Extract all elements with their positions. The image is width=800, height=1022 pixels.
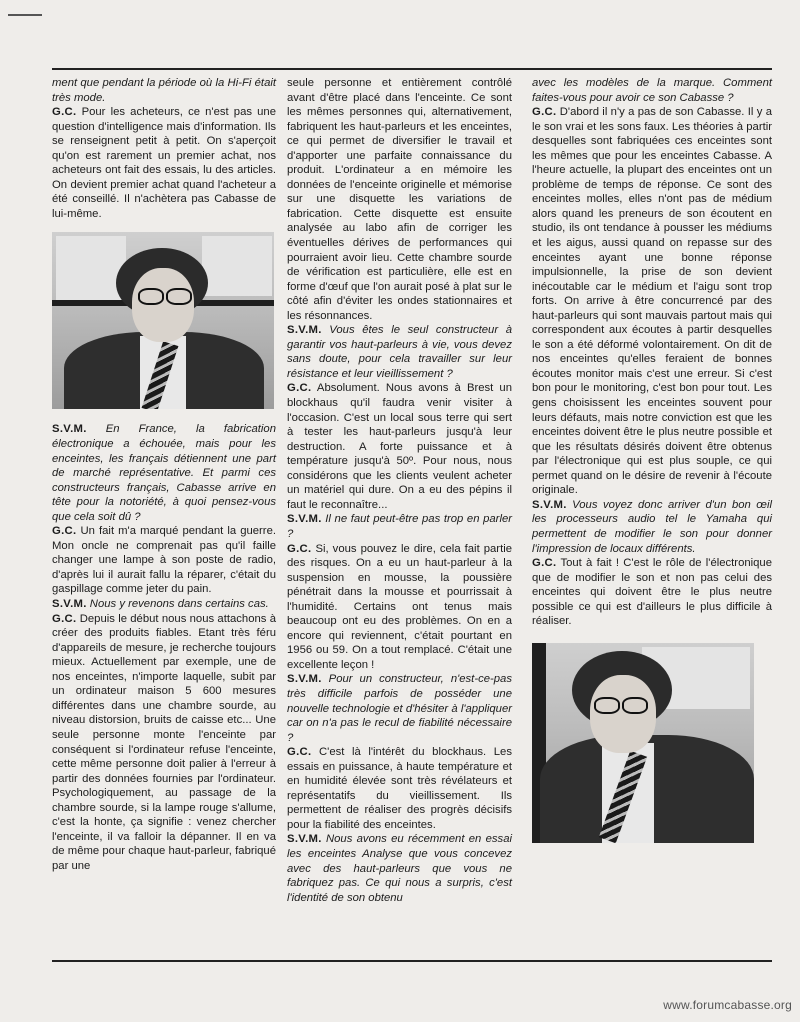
paragraph <box>532 498 772 556</box>
speaker-label: G.C. <box>532 557 557 570</box>
portrait-photo-2 <box>532 643 754 843</box>
paragraph <box>287 672 512 745</box>
paragraph <box>287 512 512 541</box>
speaker-label: G.C. <box>287 746 312 759</box>
speaker-label: G.C. <box>52 106 77 119</box>
question-text: avec les modèles de la marque. Comment faites-vous pour avoir ce son Cabasse ? <box>532 77 772 104</box>
answer-text: D'abord il n'y a pas de son Cabasse. Il y a le son vrai et les sons faux. Les théories à partir desquelles sont fabriquées ces enceintes sont les mêmes que pour les enceintes Cabasse. A l'heure actuelle, la plupart des enceintes ont un problème de temps de réponse. Ce sont des enceintes molles, elles n'ont pas de médium alors quand les preneurs de son écoutent en studio, ils ont tendance à pousser les médiums et les aigus, aussi quand on repasse sur des enceintes ayant une bonne réponse impulsionnelle, la prise de son devient inécoutable car le médium et l'aigu sont trop forts. On arrive à être concurrencé par des haut-parleurs qui sont mauvais partout mais qui correspondent aux écoutes à partir desquelles le son a été déformé volontairement. On dit de nos enceintes qu'elles feraient de bonnes écoutes monitor mais c'est une erreur. Si c'est bon pour le monitoring, c'est bon pour tout. Les gens choisissent les enceintes souvent pour leurs défauts, mais notre conviction est que les enceintes doivent être le plus neutre possible et que les résultats désirés doivent être obtenus par l'électronique qui est plus souple, ce qui permet quand on le désire de revenir à l'écoute originale. <box>532 106 772 497</box>
question-text: Nous avons eu récemment en essai les enceintes Analyse que vous concevez avec des haut-parleurs que vous ne fabriquez pas. Ce qui nous a surpris, c'est l'identité de son obtenu <box>287 833 512 904</box>
paragraph <box>287 76 512 323</box>
answer-text: Un fait m'a marqué pendant la guerre. Mon oncle ne comprenait pas qu'il faille changer une lampe à son poste de radio, d'après lui il aurait fallu la réparer, c'était du gaspillage comme jeter du pain. <box>52 525 276 596</box>
paragraph <box>52 612 276 874</box>
question-text: Vous êtes le seul constructeur à garantir vos haut-parleurs à vie, vous devez sans doute, pour cela travailler sur leur résistance et leur vieillissement ? <box>287 324 512 380</box>
paragraph <box>52 422 276 524</box>
question-text: Il ne faut peut-être pas trop en parler ? <box>287 513 512 540</box>
answer-text: Depuis le début nous nous attachons à créer des produits fiables. Etant très féru d'appareils de mesure, je recherche toujours mieux. Actuellement par exemple, une de nos enceintes, n'importe laquelle, subit par un ordinateur maison 5 600 mesures différentes dans une chambre sourde, au niveau distorsion, bruits de caisse etc... Une seule personne monte l'enceinte par conséquent si l'ordinateur refuse l'enceinte, cette même personne doit palier à l'erreur à partir des données fournies par l'ordinateur. Psychologiquement, au passage de la chambre sourde, si la lampe rouge s'allume, c'est la honte, ça signifie : venez chercher l'enceinte, il va falloir la dépanner. Il en va de même pour chaque haut-parleur, fabriqué par une <box>52 612 276 872</box>
paragraph <box>287 832 512 905</box>
speaker-label: G.C. <box>287 382 312 395</box>
speaker-label: S.V.M. <box>287 673 322 686</box>
bottom-rule <box>52 960 772 962</box>
paragraph <box>52 524 276 597</box>
speaker-label: S.V.M. <box>287 324 322 337</box>
speaker-label: S.V.M. <box>52 423 87 436</box>
paragraph <box>532 76 772 105</box>
paragraph <box>532 556 772 629</box>
question-text: Nous y revenons dans certains cas. <box>86 598 269 611</box>
top-rule <box>52 68 772 70</box>
speaker-label: S.V.M. <box>52 598 87 611</box>
paragraph <box>532 105 772 498</box>
column-2 <box>287 76 512 905</box>
paragraph <box>52 105 276 221</box>
speaker-label: S.V.M. <box>287 833 322 846</box>
question-text: Pour un constructeur, n'est-ce-pas très difficile parfois de posséder une nouvelle technologie et d'hésiter à l'appliquer car on n'a pas le recul de fiabilité nécessaire ? <box>287 673 512 744</box>
speaker-label: G.C. <box>52 612 77 625</box>
paragraph <box>287 323 512 381</box>
answer-text: seule personne et entièrement contrôlé avant d'être placé dans l'enceinte. Ce sont les mêmes personnes qui, alternativement, fabriquent les haut-parleurs et les enceintes, ce qui permet de diversifier le travail et d'apporter une parfaite connaissance du produit. L'ordinateur a en mémoire les données de l'enceinte originelle et mémorise sur une disquette les variations de fabrication. Cette disquette est ensuite analysée au labo afin de corriger les éventuelles dérives de performances qui pourraient avoir lieu. Cette chambre sourde de vérification est particulière, elle est en forme d'œuf que l'on aurait posé à plat sur le côté afin d'éviter les ondes stationnaires et les résonnances. <box>287 77 512 322</box>
speaker-label: S.V.M. <box>287 513 322 526</box>
speaker-label: G.C. <box>52 525 77 538</box>
column-1 <box>52 76 276 873</box>
paragraph <box>52 597 276 612</box>
answer-text: C'est là l'intérêt du blockhaus. Les essais en puissance, à haute température et en humidité élevée sont très révélateurs et représentatifs du vieillissement. Ils permettent de réaliser des progrès décisifs pour la fiabilité des enceintes. <box>287 746 512 831</box>
speaker-label: G.C. <box>287 542 312 555</box>
paragraph <box>52 76 276 105</box>
question-text: En France, la fabrication électronique a échouée, mais pour les enceintes, les français détiennent une part de marché représentative. Et parmi ces constructeurs français, Cabasse arrive en tête pour la notoriété, à quoi pensez-vous que cela soit dû ? <box>52 423 276 523</box>
paragraph <box>287 542 512 673</box>
speaker-label: S.V.M. <box>532 498 567 511</box>
paragraph <box>287 745 512 832</box>
portrait-photo-1 <box>52 232 274 409</box>
answer-text: Si, vous pouvez le dire, cela fait partie des risques. On a eu un haut-parleur à la suspension en mousse, la poussière pénétrait dans la mousse et pourrissait à l'humidité. Certains ont tenus mais beaucoup ont eu des problèmes. On en a encore qui reviennent, c'était pourtant en 1956 ou 59. On a tout remplacé. C'était une excellente leçon ! <box>287 542 512 671</box>
paragraph <box>287 381 512 512</box>
watermark-url: www.forumcabasse.org <box>663 998 792 1012</box>
answer-text: Tout à fait ! C'est le rôle de l'électronique que de modifier le son et non pas celui des enceintes qui doivent être le plus neutre possible ce qui est d'ailleurs le plus difficile à réaliser. <box>532 557 772 628</box>
column-3 <box>532 76 772 843</box>
answer-text: Pour les acheteurs, ce n'est pas une question d'intelligence mais d'information. Ils se renseignent petit à petit. On s'aperçoit qu'on est rarement un premier achat, nos acheteurs ont fait des essais, lu des articles. On devient premier achat quand l'acheteur a été conseillé. Il n'achètera pas Cabasse de lui-même. <box>52 106 276 220</box>
question-text: Vous voyez donc arriver d'un bon œil les processeurs audio tel le Yamaha qui permettent de modifier le son pour donner l'impression de locaux différents. <box>532 498 772 555</box>
speaker-label: G.C. <box>532 106 557 119</box>
scan-mark <box>8 14 42 16</box>
question-text: ment que pendant la période où la Hi-Fi était très mode. <box>52 77 276 104</box>
answer-text: Absolument. Nous avons à Brest un blockhaus qu'il faudra venir visiter à l'occasion. C'est un local sous terre qui sert à tester les haut-parleurs jusqu'à leur destruction. A forte puissance et à température jusqu'à 50º. Pour nous, nous considérons que les clients veulent acheter un matériel qui dure. On a eu des pépins il faut le reconnaître... <box>287 382 512 511</box>
